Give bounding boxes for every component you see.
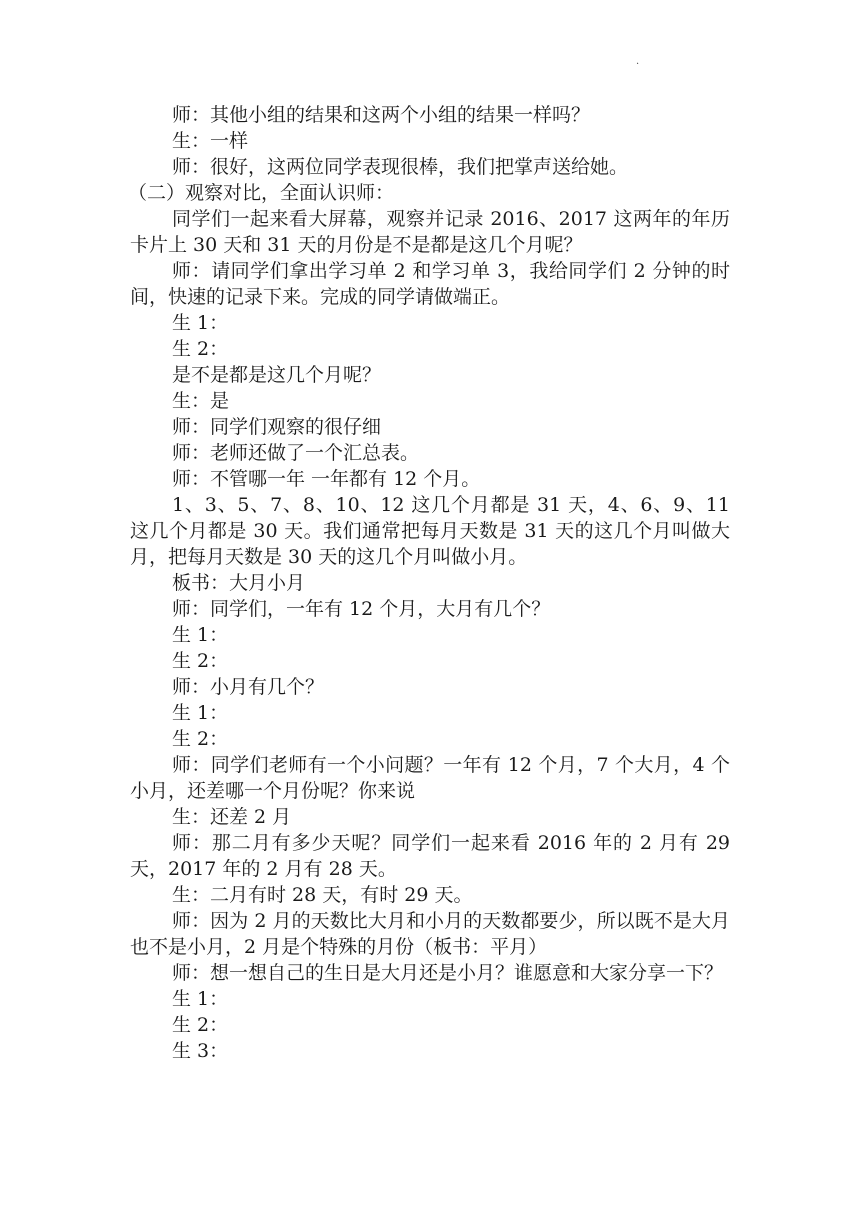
paragraph: 是不是都是这几个月呢？ — [172, 364, 382, 386]
paragraph: 生 2： — [172, 1014, 229, 1036]
paragraph: 师：因为 2 月的天数比大月和小月的天数都要少，所以既不是大月也不是小月，2 月是个特殊的月份（板书：平月） — [130, 910, 730, 958]
paragraph: 生：二月有时 28 天，有时 29 天。 — [172, 884, 473, 906]
paragraph: 生 1： — [172, 312, 229, 334]
paragraph: 师：很好，这两位同学表现很棒，我们把掌声送给她。 — [172, 156, 629, 178]
paragraph: 生 1： — [172, 702, 229, 724]
paragraph: 师：同学们观察的很仔细 — [172, 416, 382, 438]
paragraph: 师：请同学们拿出学习单 2 和学习单 3，我给同学们 2 分钟的时间，快速的记录下来。完成的同学请做端正。 — [130, 260, 730, 308]
paragraph: 1、3、5、7、8、10、12 这几个月都是 31 天，4、6、9、11 这几个月都是 30 天。我们通常把每月天数是 31 天的这几个月叫做大月，把每月天数是 30 天的这几个月叫做小月。 — [130, 494, 730, 568]
paragraph: 生 2： — [172, 338, 229, 360]
paragraph: 板书：大月小月 — [172, 572, 306, 594]
paragraph: 生：是 — [172, 390, 230, 412]
paragraph: 师：其他小组的结果和这两个小组的结果一样吗？ — [172, 104, 591, 126]
paragraph: 生 2： — [172, 728, 229, 750]
paragraph: 生：一样 — [172, 130, 249, 152]
paragraph: 师：想一想自己的生日是大月还是小月？谁愿意和大家分享一下？ — [172, 962, 724, 984]
paragraph: 师：老师还做了一个汇总表。 — [172, 442, 420, 464]
paragraph: 生 1： — [172, 988, 229, 1010]
corner-mark: · — [636, 59, 640, 70]
paragraph: 生 3： — [172, 1040, 229, 1062]
paragraph: 师：小月有几个？ — [172, 676, 325, 698]
paragraph: 生 2： — [172, 650, 229, 672]
document-body — [130, 102, 730, 1064]
paragraph: 生：还差 2 月 — [172, 806, 292, 828]
paragraph: 同学们一起来看大屏幕，观察并记录 2016、2017 这两年的年历卡片上 30 天和 31 天的月份是不是都是这几个月呢？ — [130, 208, 730, 256]
paragraph: 师：不管哪一年 一年都有 12 个月。 — [172, 468, 481, 490]
paragraph: 生 1： — [172, 624, 229, 646]
section-heading: （二）观察对比，全面认识师： — [128, 182, 395, 204]
paragraph: 师：同学们，一年有 12 个月，大月有几个？ — [172, 598, 551, 620]
paragraph: 师：同学们老师有一个小问题？一年有 12 个月，7 个大月，4 个小月，还差哪一个月份呢？你来说 — [130, 754, 730, 802]
paragraph: 师：那二月有多少天呢？同学们一起来看 2016 年的 2 月有 29 天，2017 年的 2 月有 28 天。 — [130, 832, 730, 880]
